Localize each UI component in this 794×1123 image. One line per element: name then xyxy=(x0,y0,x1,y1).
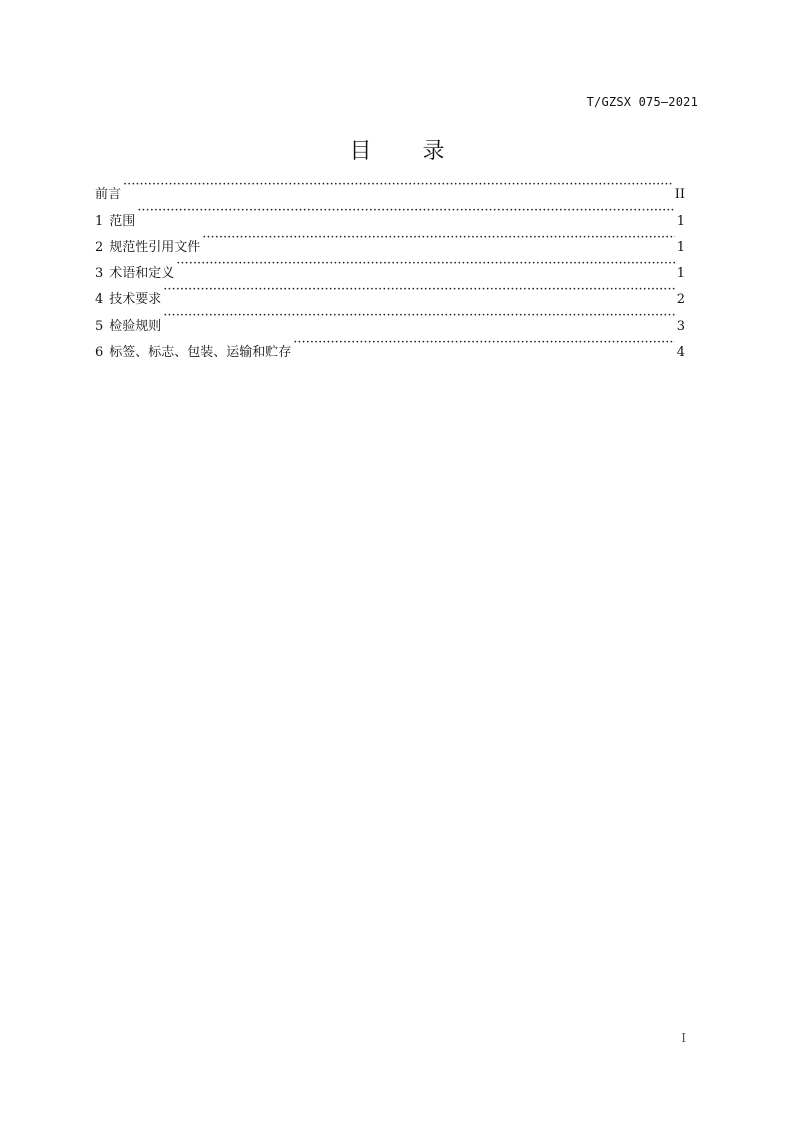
page-number: I xyxy=(681,1031,686,1045)
toc-entry-scope[interactable] xyxy=(95,198,685,229)
toc-entry-page: 2 xyxy=(676,292,685,308)
toc-entry-normative-references[interactable] xyxy=(95,225,685,255)
toc-entry-page: 3 xyxy=(676,318,685,334)
document-code: T/GZSX 075—2021 xyxy=(586,95,698,109)
toc-entry-page: II xyxy=(674,187,685,203)
toc-entry-label: 前言 xyxy=(95,187,122,203)
toc-entry-labeling-packaging[interactable] xyxy=(95,330,685,361)
toc-entry-foreword[interactable] xyxy=(95,172,685,203)
toc-dot-leader xyxy=(293,330,674,356)
toc-entry-page: 1 xyxy=(676,213,685,229)
toc-entry-page: 1 xyxy=(676,239,685,255)
toc-entry-page: 1 xyxy=(676,266,685,282)
toc-entry-number: 6 xyxy=(95,345,104,361)
toc-entry-page: 4 xyxy=(676,345,685,361)
toc-entry-label: 范围 xyxy=(109,213,136,229)
toc-entry-terms-definitions[interactable] xyxy=(95,251,685,282)
toc-entry-label: 检验规则 xyxy=(109,318,162,334)
toc-entry-label: 术语和定义 xyxy=(109,266,175,282)
toc-title: 目 录 xyxy=(349,139,467,164)
toc-entry-label: 技术要求 xyxy=(109,292,162,308)
toc-entry-label: 规范性引用文件 xyxy=(109,239,201,255)
toc-dot-leader xyxy=(137,198,674,224)
toc-entry-number: 4 xyxy=(95,292,104,308)
toc-entry-number: 5 xyxy=(95,318,104,334)
toc-entry-number: 2 xyxy=(95,239,104,255)
table-of-contents xyxy=(95,172,685,361)
toc-dot-leader xyxy=(202,225,674,251)
toc-entry-inspection-rules[interactable] xyxy=(95,303,685,334)
toc-dot-leader xyxy=(163,277,674,303)
toc-entry-label: 标签、标志、包装、运输和贮存 xyxy=(109,345,292,361)
toc-entry-number: 3 xyxy=(95,266,104,282)
toc-dot-leader xyxy=(176,251,674,277)
toc-dot-leader xyxy=(163,303,674,329)
toc-entry-number: 1 xyxy=(95,213,104,229)
toc-dot-leader xyxy=(123,172,673,198)
toc-entry-technical-requirements[interactable] xyxy=(95,277,685,308)
